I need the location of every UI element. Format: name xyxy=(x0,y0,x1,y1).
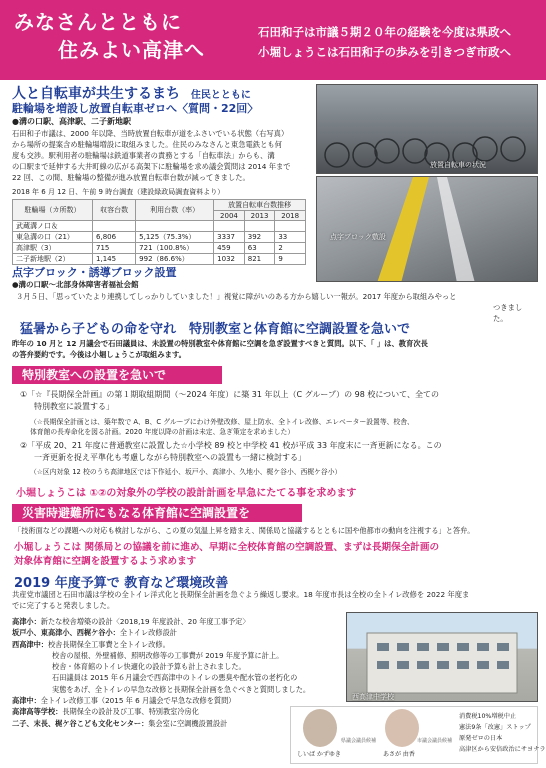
table-year: 2018 xyxy=(275,211,306,221)
braille-block-photo xyxy=(316,176,538,282)
bicycle-parking-table xyxy=(12,199,306,265)
header-subtitle-line2: 小堀しょうこは石田和子の歩みを引きつぎ市政へ xyxy=(258,45,511,59)
note1-line: （☆長期保全計画とは、築年数で A、B、C グループにわけ外壁改修、屋上防水、全トイレ改修、エレベーター設置等、校舎、 xyxy=(30,418,414,426)
list-item: 実態をあげ、全トイレの早急な改修と長期保全計画を急ぐべきと質問しました。 xyxy=(52,684,311,694)
table-cell: 3337 xyxy=(214,232,245,243)
list-item: 高津高等学校：長期保全の設計及び工事、特別教室冷房化 xyxy=(12,707,199,717)
item1-line: 特別教室に設置する」 xyxy=(34,402,114,411)
bicycles-illustration xyxy=(317,85,538,174)
table-header: 収容台数 xyxy=(93,200,136,221)
pledge2-line1: 小堀しょうこは 関係局との協議を前に進め、早期に全校体育館の空調設置、まずは長期保全計画の xyxy=(14,542,440,553)
policy-line: 憲法9条「改憲」ストップ xyxy=(459,724,531,731)
section1-body-line: 22 回、この間、駐輪場の整備が進み放置自転車台数が減ってきました。 xyxy=(12,173,250,182)
section4-headline: 2019 年度予算で 教育など環境改善 xyxy=(14,576,229,591)
section3-intro-line: 昨年の 10 月と 12 月議会で石田議員は、未設置の特別教室や体育館に空調を急ぎ設置すべきと質問。以下、「 」は、教育次長 xyxy=(12,339,428,348)
bicycle-photo-caption: 放置自転車の状況 xyxy=(430,161,486,169)
table-header: 利用台数（率） xyxy=(136,200,214,221)
school-photo xyxy=(346,612,538,702)
table-cell: 63 xyxy=(244,243,275,254)
school-photo-caption: 西高津中学校 xyxy=(352,693,394,701)
section3-band1: 特別教室への設置を急いで xyxy=(12,366,222,384)
section1-body-line: 石田和子市議は、2000 年以降、当時放置自転車が道をふさいでいる状態（右写真） xyxy=(12,129,289,138)
table-cell: 992（86.6%） xyxy=(136,254,214,265)
list-item: 高津中：全トイレ改修工事（2015 年 6 月議会で早急な改修を質問） xyxy=(12,696,236,706)
candidate1-tag: 県議会議員候補 xyxy=(341,738,377,744)
table-header: 駐輪場（カ所数） xyxy=(13,200,93,221)
section1-body-line: から場所の提案含め駐輪場増設に取組みました。住民のみなさんと東急電鉄とも何 xyxy=(12,140,282,149)
table-year: 2004 xyxy=(214,211,245,221)
pledge2-line2: 対象体育館に空調を設置するよう求めます xyxy=(14,556,197,567)
table-cell: 459 xyxy=(214,243,245,254)
candidate2-name: あさが 由香 xyxy=(383,751,415,758)
item2-line: ②「平成 20、21 年度に普通教室に設置した☆小学校 89 校と中学校 41 校が平成 33 年度末に一斉更新になる。この xyxy=(20,441,442,450)
table-cell: 二子新地駅（2） xyxy=(13,254,93,265)
table-cell: 1032 xyxy=(214,254,245,265)
candidate2-avatar xyxy=(385,709,419,747)
header-title-line1: みなさんとともに xyxy=(14,10,182,34)
section1-body-line: の口駅まで延伸する大井町線の広がる高架下に駐輪場を求め議会質問は 2014 年まで xyxy=(12,162,291,171)
table-cell: 9 xyxy=(275,254,306,265)
table-cell: 高津駅（3） xyxy=(13,243,93,254)
table-cell: 715 xyxy=(93,243,136,254)
section1-body xyxy=(12,128,310,183)
note1-line: 体育館の長寿命化を図る計画。2020 年度以降の計画は未定、急ぎ策定を求めました） xyxy=(30,428,295,436)
table-cell: 821 xyxy=(244,254,275,265)
list-item: 坂戸小、東高津小、西梶ケ谷小：全トイレ改修設計 xyxy=(12,628,177,638)
section2-body-line: ３月５日、「思っていたより連携してしっかりしていました！」視覚に障がいのある方から嬉しい一報が。2017 年度から取組みやっと xyxy=(16,292,457,301)
candidate1-name: しいば かずゆき xyxy=(297,751,341,758)
table-cell: 721（100.8%） xyxy=(136,243,214,254)
section3-band2: 災害時避難所にもなる体育館に空調設置を xyxy=(12,504,302,522)
section3-body2: 「技術面などの課題への対応も検討しながら、この夏の気温上昇を踏まえ、関係局と協議するとともに国や他都市の動向を注視する」と答弁。 xyxy=(14,526,475,535)
policy-list xyxy=(459,711,546,755)
section2-body-line: つきました。 xyxy=(493,303,523,323)
policy-line: 消費税10%増税中止 xyxy=(459,713,517,720)
table-cell: 5,125（75.3%） xyxy=(136,232,214,243)
table-row xyxy=(13,254,306,265)
section1-headline-main: 人と自転車が共生するまち xyxy=(12,86,180,102)
list-item: 高津小：新たな校舎増築の設計〈2018,19 年度設計、20 年度工事予定〉 xyxy=(12,617,250,626)
table-cell: 6,806 xyxy=(93,232,136,243)
list-item: 校舎・体育館のトイレ快適化の設計予算も計上されました。 xyxy=(52,662,246,672)
section3-note2: （☆区内対象 12 校のうち高津地区では下作延小、坂戸小、高津小、久地小、梶ケ谷小、西梶ケ谷小） xyxy=(30,468,342,476)
table-cell: 東急溝の口（21） xyxy=(13,232,93,243)
item1-line: ①「☆『長期保全計画』の第１期取組期間（〜2024 年度）に築 31 年以上（C グループ）の 98 校について、全ての xyxy=(20,390,440,399)
table-caption: 2018 年 6 月 12 日、午前 9 時台調査（建設緑政局調査資料より） xyxy=(12,188,225,196)
table-header: 放置自転車台数推移 xyxy=(214,200,306,211)
policy-line: 高津区から安倍政治にサヨナラ xyxy=(459,746,546,753)
candidate2-tag: 市議会議員候補 xyxy=(417,738,453,744)
section4-intro xyxy=(12,589,540,611)
section4-intro-line: でに完了すると発表しました。 xyxy=(12,601,115,610)
header-subtitle-line1: 石田和子は市議５期２０年の経験を今度は県政へ xyxy=(258,25,511,39)
table-row xyxy=(13,221,306,232)
table-header-row xyxy=(13,200,306,211)
header-title-line2: 住みよい高津へ xyxy=(58,38,205,62)
list-item: 西高津中：校舎長期保全工事費と全トイレ改修。 xyxy=(12,639,170,649)
section2-headline: 点字ブロック・誘導ブロック設置 xyxy=(12,266,177,279)
candidate-footer xyxy=(290,706,546,764)
section2-place: ●溝の口駅〜北部身体障害者福祉会館 xyxy=(12,280,139,289)
braille-block-illustration xyxy=(317,177,538,282)
table-cell xyxy=(214,221,245,232)
table-cell xyxy=(93,221,136,232)
section3-item2 xyxy=(20,440,540,464)
table-cell: 392 xyxy=(244,232,275,243)
table-year: 2013 xyxy=(244,211,275,221)
section1-body-line: 度も交渉。駅利用者の駐輪場は鉄道事業者の責務とする「自転車法」からも、溝 xyxy=(12,151,275,160)
pledge1: 小堀しょうこは ①②の対象外の学校の設計計画を早急にたてる事を求めます xyxy=(16,488,357,499)
school-building-illustration xyxy=(347,613,538,702)
candidate1-avatar xyxy=(303,709,337,747)
section3-headline: 猛暑から子どもの命を守れ 特別教室と体育館に空調設置を急いで xyxy=(20,322,411,337)
table-cell: 武蔵溝ノ口＆ xyxy=(13,221,93,232)
list-item: 二子、末長、梶ケ谷こども文化センター：集会室に空調機設置設計 xyxy=(12,718,228,728)
section1-headline-tag: 住民とともに xyxy=(190,90,251,101)
item2-line: 一斉更新を捉え平準化も考慮しながら特別教室への設置も一緒に検討する」 xyxy=(34,453,306,462)
list-item: 石田議員は 2015 年６月議会で西高津中のトイレの悪臭や配水管の老朽化の xyxy=(52,673,298,683)
bicycle-photo xyxy=(316,84,538,174)
policy-line: 原発ゼロの日本 xyxy=(459,735,503,742)
table-cell xyxy=(244,221,275,232)
section3-item1 xyxy=(20,389,540,413)
section1-subheadline: 駐輪場を増設し放置自転車ゼロへ〈質問・22回〉 xyxy=(12,102,259,115)
table-row xyxy=(13,232,306,243)
table-cell xyxy=(275,221,306,232)
braille-photo-caption: 点字ブロック敷設 xyxy=(330,233,386,241)
list-item: 校舎の屋根、外壁補修、照明改修等の工事費が 2019 年度予算に計上。 xyxy=(52,650,284,660)
section3-intro xyxy=(12,338,538,360)
table-row xyxy=(13,243,306,254)
table-cell: 1,145 xyxy=(93,254,136,265)
table-cell: 2 xyxy=(275,243,306,254)
section3-intro-line: の答弁要約です。今後は小堀しょうこが取組みます。 xyxy=(12,350,186,359)
section4-intro-line: 共産党市議団と石田市議は学校の全トイレ洋式化と長期保全計画を急ぐよう繰返し要求。18 年度市長は全校の全トイレ改修を 2022 年度ま xyxy=(12,590,470,599)
section3-note1 xyxy=(30,417,540,437)
table-cell xyxy=(136,221,214,232)
table-cell: 33 xyxy=(275,232,306,243)
section1-stations: ●溝の口駅、高津駅、二子新地駅 xyxy=(12,117,131,126)
header-banner xyxy=(0,0,546,80)
